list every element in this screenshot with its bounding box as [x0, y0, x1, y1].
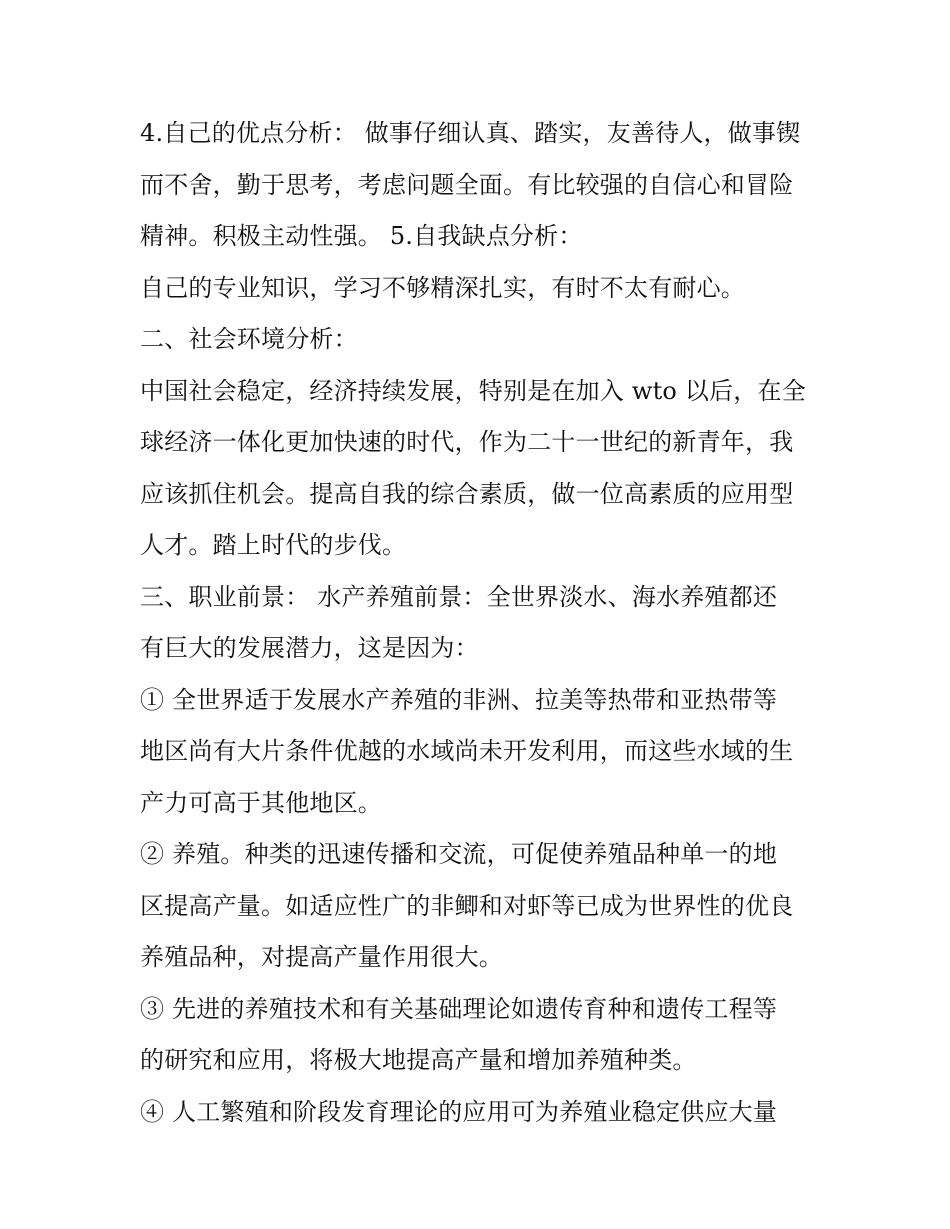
text-line: 产力可高于其他地区。	[140, 788, 382, 817]
text-line: 养殖品种，对提高产量作用很大。	[140, 943, 503, 971]
section-heading-career-prospects: 三、职业前景： 水产养殖前景：全世界淡水、海水养殖都还	[140, 582, 778, 611]
text-line: 应该抓住机会。提高自我的综合素质，做一位高素质的应用型	[140, 479, 794, 508]
text-line: 区提高产量。如适应性广的非鲫和对虾等已成为世界性的优良	[140, 891, 794, 920]
list-item-3: ③ 先进的养殖技术和有关基础理论如遗传育种和遗传工程等	[140, 994, 778, 1023]
list-item-1: ① 全世界适于发展水产养殖的非洲、拉美等热带和亚热带等	[140, 685, 778, 714]
text-line: 自己的专业知识，学习不够精深扎实，有时不太有耐心。	[140, 273, 745, 302]
text-line: 而不舍，勤于思考，考虑问题全面。有比较强的自信心和冒险	[140, 170, 794, 199]
document-body	[140, 108, 820, 1138]
section-heading-social-environment: 二、社会环境分析：	[140, 325, 358, 353]
text-line: 地区尚有大片条件优越的水域尚未开发利用，而这些水域的生	[140, 737, 794, 765]
text-line: 有巨大的发展潜力，这是因为：	[140, 634, 479, 662]
text-line: 人才。踏上时代的步伐。	[140, 531, 407, 559]
text-line: 球经济一体化更加快速的时代，作为二十一世纪的新青年，我	[140, 428, 794, 456]
text-line: 精神。积极主动性强。 5.自我缺点分析：	[140, 222, 583, 250]
list-item-2: ② 养殖。种类的迅速传播和交流，可促使养殖品种单一的地	[140, 840, 778, 868]
list-item-4: ④ 人工繁殖和阶段发育理论的应用可为养殖业稳定供应大量	[140, 1097, 778, 1126]
text-line: 中国社会稳定，经济持续发展，特别是在加入 wto 以后，在全	[140, 376, 806, 405]
text-line: 4.自己的优点分析： 做事仔细认真、踏实，友善待人，做事锲	[140, 119, 801, 147]
text-line: 的研究和应用，将极大地提高产量和增加养殖种类。	[140, 1046, 697, 1074]
